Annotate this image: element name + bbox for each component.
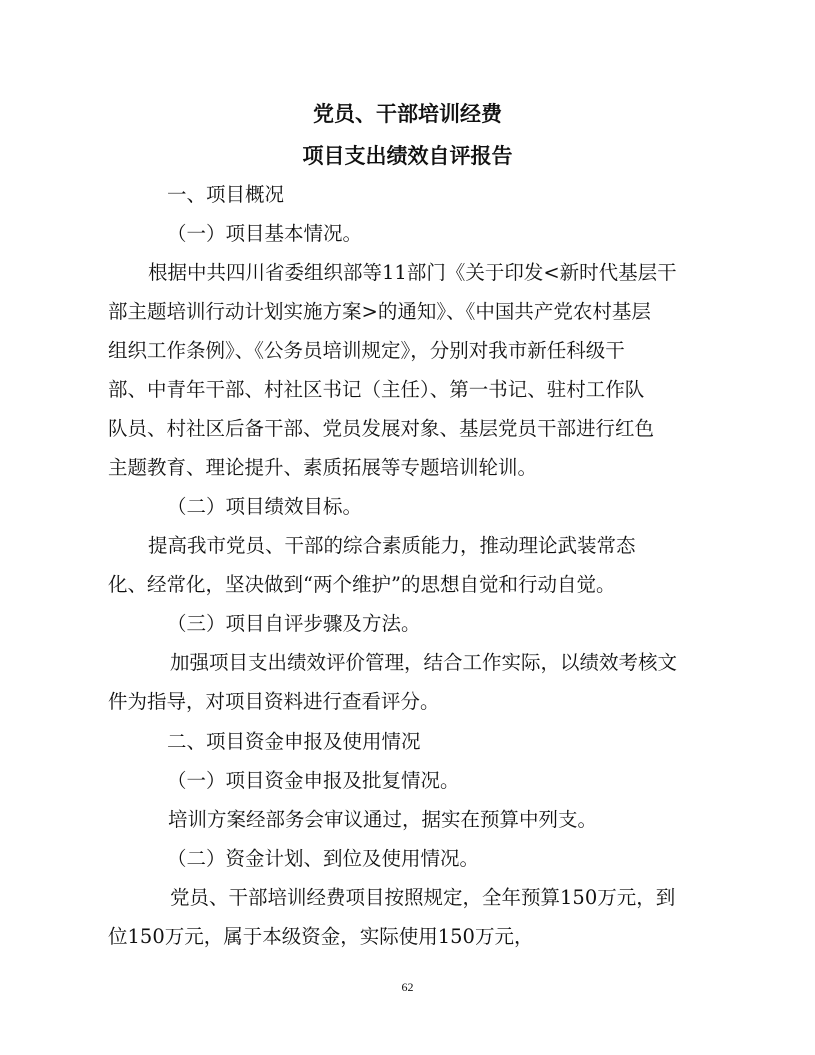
paragraph-line: 加强项目支出绩效评价管理，结合工作实际，以绩效考核文 — [170, 651, 678, 674]
paragraph-line: 部、中青年干部、村社区书记（主任）、第一书记、驻村工作队 — [108, 378, 645, 401]
section-heading-overview: 一、项目概况 — [167, 183, 285, 206]
document-title-line-1: 党员、干部培训经费 — [313, 102, 502, 126]
paragraph-line: 位150万元，属于本级资金，实际使用150万元， — [108, 925, 534, 948]
paragraph-line: 化、经常化，坚决做到“两个维护”的思想自觉和行动自觉。 — [108, 573, 616, 596]
paragraph-line: 培训方案经部务会审议通过，据实在预算中列支。 — [168, 808, 598, 831]
paragraph-line: 主题教育、理论提升、素质拓展等专题培训轮训。 — [108, 456, 538, 479]
document-title-line-2: 项目支出绩效自评报告 — [302, 144, 513, 168]
paragraph-line: 件为指导，对项目资料进行查看评分。 — [108, 690, 440, 713]
paragraph-line: 部主题培训行动计划实施方案>的通知》、《中国共产党农村基层 — [108, 300, 651, 323]
paragraph-line: 提高我市党员、干部的综合素质能力，推动理论武装常态 — [148, 534, 636, 557]
paragraph-line: 组织工作条例》、《公务员培训规定》，分别对我市新任科级干 — [108, 339, 625, 362]
paragraph-line: 队员、村社区后备干部、党员发展对象、基层党员干部进行红色 — [108, 417, 655, 440]
subsection-funds-usage: （二）资金计划、到位及使用情况。 — [167, 847, 480, 870]
page-number: 62 — [401, 980, 414, 994]
paragraph-line: 党员、干部培训经费项目按照规定，全年预算150万元，到 — [170, 886, 676, 909]
subsection-self-evaluation: （三）项目自评步骤及方法。 — [167, 612, 421, 635]
subsection-basic-info: （一）项目基本情况。 — [167, 222, 363, 245]
subsection-funds-approval: （一）项目资金申报及批复情况。 — [167, 769, 460, 792]
paragraph-line: 根据中共四川省委组织部等11部门《关于印发<新时代基层干 — [148, 261, 677, 284]
subsection-performance-goal: （二）项目绩效目标。 — [167, 495, 363, 518]
section-heading-funds: 二、项目资金申报及使用情况 — [167, 730, 421, 753]
